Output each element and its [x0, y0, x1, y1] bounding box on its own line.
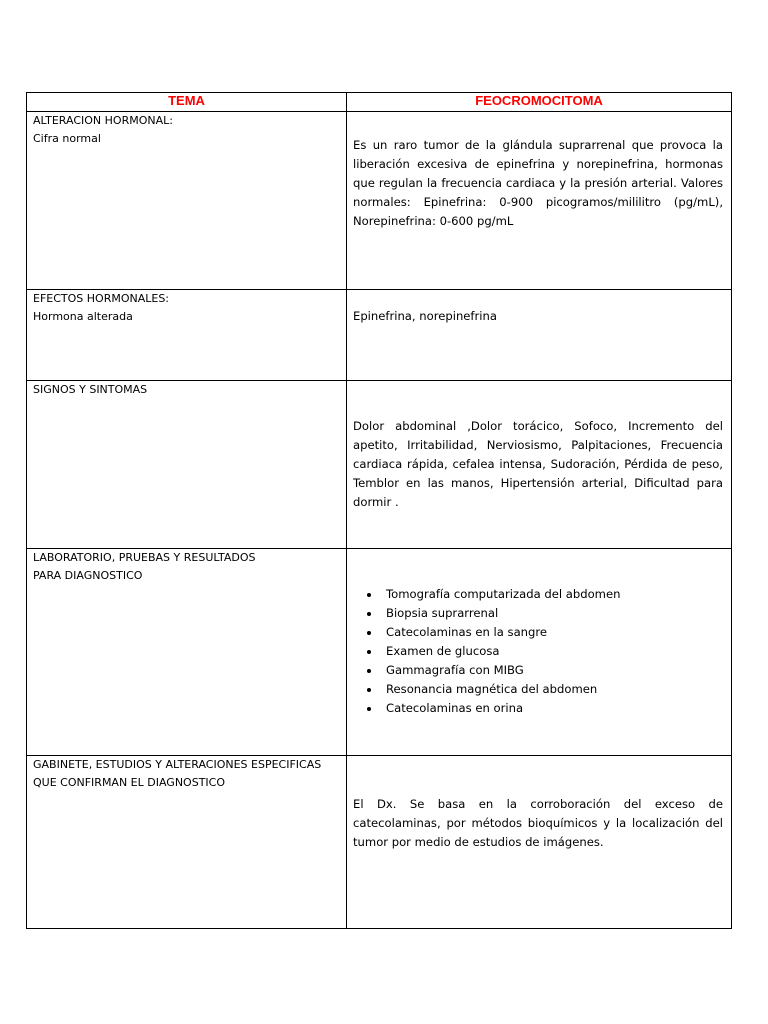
list-item: Catecolaminas en orina — [386, 699, 723, 718]
row-value-text: Es un raro tumor de la glándula suprarrenal que provoca la liberación excesiva de epinefrina y norepinefrina, hormonas que regulan la frecuencia cardiaca y la presión arterial. Valores normales: Epinefrina: 0-900 picogramos/mililitro (pg/mL), Norepinefrina: 0-600 pg/mL — [353, 138, 723, 228]
row-value-cell — [347, 290, 732, 381]
header-tema: TEMA — [27, 93, 347, 112]
row-label — [27, 290, 346, 326]
table-row — [27, 290, 732, 381]
row-value-cell — [347, 756, 732, 929]
row-label — [27, 756, 346, 792]
row-label — [27, 112, 346, 148]
row-value-list-wrap — [347, 549, 731, 718]
row-label-line: Hormona alterada — [33, 310, 133, 323]
list-item: Biopsia suprarrenal — [386, 604, 723, 623]
row-label-cell — [27, 290, 347, 381]
row-label-line: Cifra normal — [33, 132, 101, 145]
row-value-cell — [347, 112, 732, 290]
row-value-cell — [347, 381, 732, 549]
row-label — [27, 381, 346, 399]
list-item: Catecolaminas en la sangre — [386, 623, 723, 642]
row-label-line: EFECTOS HORMONALES: — [33, 292, 170, 305]
row-value-text: Dolor abdominal ,Dolor torácico, Sofoco, Incremento del apetito, Irritabilidad, Nerviosismo, Palpitaciones, Frecuencia cardiaca rápida, cefalea intensa, Sudoración, Pérdida de peso, Temblor en las manos, Hipertensión arterial, Dificultad para dormir . — [353, 419, 723, 509]
table-row — [27, 549, 732, 756]
row-label-line: QUE CONFIRMAN EL DIAGNOSTICO — [33, 776, 225, 789]
row-label — [27, 549, 346, 585]
feocromocitoma-table — [26, 92, 732, 929]
table-row — [27, 756, 732, 929]
list-item: Gammagrafía con MIBG — [386, 661, 723, 680]
row-label-cell — [27, 381, 347, 549]
list-item: Examen de glucosa — [386, 642, 723, 661]
row-label-cell — [27, 549, 347, 756]
row-label-cell — [27, 756, 347, 929]
list-item: Resonancia magnética del abdomen — [386, 680, 723, 699]
table-row — [27, 112, 732, 290]
table-row — [27, 381, 732, 549]
diagnostic-tests-list — [353, 585, 723, 718]
row-label-cell — [27, 112, 347, 290]
header-feocromocitoma: FEOCROMOCITOMA — [347, 93, 732, 112]
row-value-text: El Dx. Se basa en la corroboración del exceso de catecolaminas, por métodos bioquímicos y la localización del tumor por medio de estudios de imágenes. — [353, 797, 723, 849]
row-label-line: LABORATORIO, PRUEBAS Y RESULTADOS — [33, 551, 256, 564]
row-value-text: Epinefrina, norepinefrina — [353, 309, 497, 323]
list-item: Tomografía computarizada del abdomen — [386, 585, 723, 604]
row-label-line: ALTERACION HORMONAL: — [33, 114, 173, 127]
row-label-line: SIGNOS Y SINTOMAS — [33, 383, 148, 396]
row-value-cell — [347, 549, 732, 756]
row-label-line: PARA DIAGNOSTICO — [33, 569, 143, 582]
row-label-line: GABINETE, ESTUDIOS Y ALTERACIONES ESPECIFICAS — [33, 758, 322, 771]
table-header-row — [27, 93, 732, 112]
